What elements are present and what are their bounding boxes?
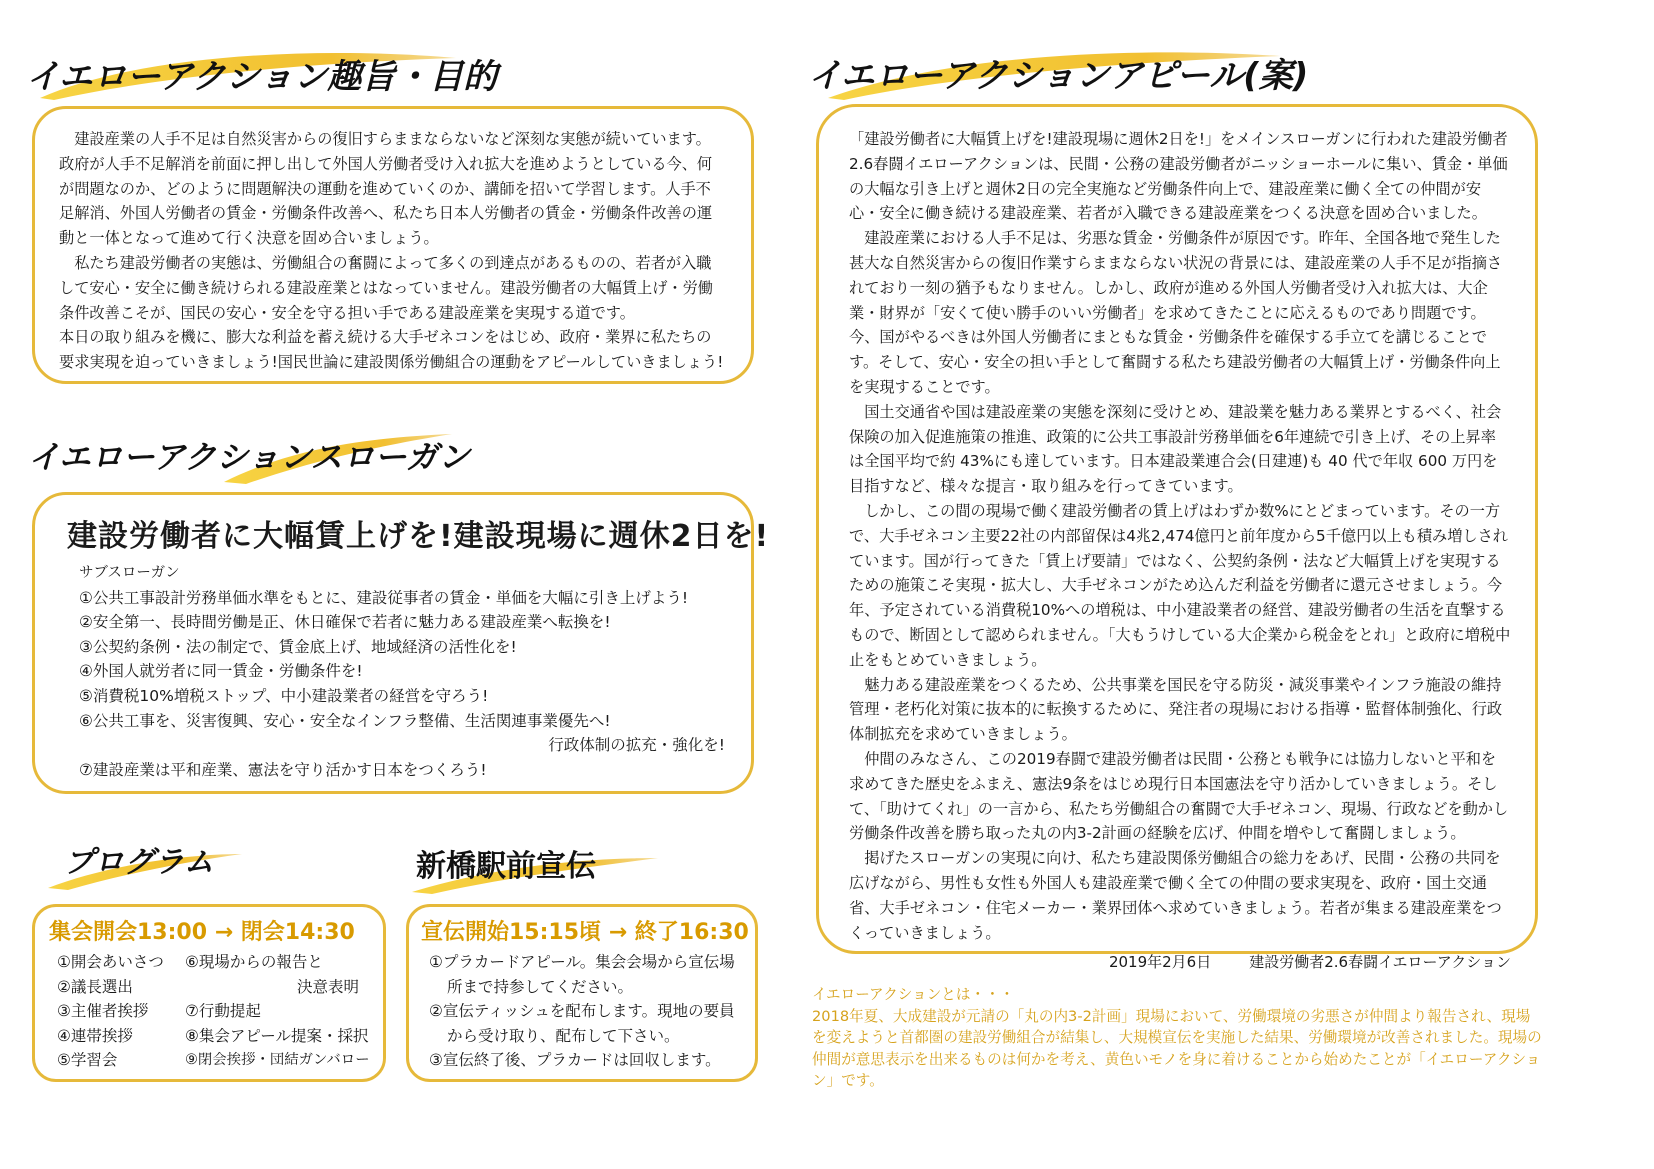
main-slogan: 建設労働者に大幅賃上げを!建設現場に週休2日を! (67, 519, 770, 554)
appeal-date: 2019年2月6日 (1108, 953, 1212, 972)
purpose-paragraph-3: 本日の取り組みを機に、膨大な利益を蓄え続ける大手ゼネコンをはじめ、政府・業界に私たちの要求実現を迫っていきましょう!国民世論に建設関係労働組合の運動をアピールしていきましょう! (59, 328, 724, 372)
program-item: ①開会あいさつ (57, 953, 164, 971)
sub-slogan-item-5: ⑤消費税10%増税ストップ、中小建設業者の経営を守ろう! (79, 686, 489, 705)
sub-slogan-item-4: ④外国人就労者に同一賃金・労働条件を! (79, 662, 363, 681)
program-item: ⑤学習会 (57, 1051, 118, 1070)
appeal-paragraph-3: 国土交通省や国は建設産業の実態を深刻に受けとめ、建設業を魅力ある業界とするべく、社会保険の加入促進施策の推進、政策的に公共工事設計労務単価を6年連続で引き上げ、その上昇率は全国平均で約 43%にも達しています。日本建設業連合会(日建連)も 40 代で年収 600 万円を目指すなど、様々な提言・取り組みを行ってきています。 (849, 402, 1502, 496)
appeal-paragraph-7: 掲げたスローガンの実現に向け、私たち建設関係労働組合の総力をあげ、民間・公務の共同を広げながら、男性も女性も外国人も建設産業で働く全ての仲間の要求実現を、政府・国土交通省、大手ゼネコン・住宅メーカー・業界団体へ求めていきましょう。若者が集まる建設産業をつくっていきましょう。 (849, 849, 1502, 942)
shimbashi-item: ②宣伝ティッシュを配布します。現地の要員 (429, 1002, 735, 1021)
program-item: ⑨閉会挨拶・団結ガンバロー (185, 1052, 370, 1069)
program-item: ⑦行動提起 (185, 1002, 261, 1021)
shimbashi-item: 所まで持参してください。 (447, 977, 634, 996)
program-item: ⑧集会アピール提案・採択 (185, 1026, 369, 1045)
appeal-box (816, 104, 1538, 972)
shimbashi-time: 宣伝開始15:15頃 → 終了16:30 (421, 920, 749, 945)
purpose-box (32, 106, 754, 384)
sub-slogan-item-2: ②安全第一、長時間労働是正、休日確保で若者に魅力ある建設産業へ転換を! (79, 613, 611, 632)
appeal-paragraph-2: 建設産業における人手不足は、劣悪な賃金・労働条件が原因です。昨年、全国各地で発生した甚大な自然災害からの復旧作業すらままならない状況の背景には、建設産業の人手不足が指摘されており一刻の猶予もなりません。しかし、政府が進める外国人労働者受け入れ拡大は、大企業・財界が「安くて使い勝手のいい労働者」を求めてきたことに応えるものであり問題です。今、国がやるべきは外国人労働者にまともな賃金・労働条件を確保する手立てを講じることです。そして、安心・安全の担い手として奮闘する私たち建設労働者の大幅賃上げ・労働条件向上を実現することです。 (849, 229, 1503, 396)
sub-slogan-item-6-continued: 行政体制の拡充・強化を! (548, 736, 725, 755)
program-item: ③主催者挨拶 (57, 1002, 149, 1021)
program-item: ④連帯挨拶 (57, 1026, 133, 1045)
appeal-signature: 建設労働者2.6春闘イエローアクション (1249, 953, 1511, 972)
shimbashi-heading (402, 836, 662, 894)
purpose-heading (20, 40, 498, 100)
appeal-paragraph-1: 「建設労働者に大幅賃上げを!建設現場に週休2日を!」をメインスローガンに行われた建設労働者2.6春闘イエローアクションは、民間・公務の建設労働者がニッショーホールに集い、賃金・単価の大幅な引き上げと週休2日の完全実施など労働条件向上で、建設産業に働く全ての仲間が安心・安全に働き続ける建設産業、若者が入職できる建設産業をつくる決意を固め合いました。 (849, 130, 1508, 223)
appeal-paragraph-4: しかし、この間の現場で働く建設労働者の賃上げはわずか数%にとどまっています。その一方で、大手ゼネコン主要22社の内部留保は4兆2,474億円と前年度から5千億円以上も積み増しされています。国が行ってきた「賃上げ要請」ではなく、公契約条例・法など大幅賃上げを実現するための施策こそ実現・拡大し、大手ゼネコンがため込んだ利益を労働者に還元させましょう。今年、予定されている消費税10%への増税は、中小建設業者の経営、建設労働者の生活を直撃するもので、断固として認められません。「大もうけしている大企業から税金をとれ」と政府に増税中止をもとめていきましょう。 (849, 501, 1511, 669)
slogan-heading (24, 422, 470, 484)
sub-slogan-item-1: ①公共工事設計労務単価水準をもとに、建設従事者の賃金・単価を大幅に引き上げよう! (79, 588, 689, 607)
shimbashi-title: 新橋駅前宣伝 (416, 849, 596, 884)
program-title: プログラム (64, 845, 214, 880)
program-time: 集会開会13:00 → 閉会14:30 (49, 920, 355, 945)
purpose-paragraph-2: 私たち建設労働者の実態は、労働組合の奮闘によって多くの到達点があるものの、若者が入職して安心・安全に働き続けられる建設産業とはなっていません。建設労働者の大幅賃上げ・労働条件改善こそが、国民の安心・安全を守る担い手である建設産業を実現する道です。 (59, 253, 713, 322)
shimbashi-item: ①プラカードアピール。集会会場から宣伝場 (429, 953, 735, 971)
about-section (812, 984, 1542, 1092)
shimbashi-box (406, 904, 758, 1082)
program-item: ⑥現場からの報告と (185, 953, 323, 971)
sub-slogan-item-6: ⑥公共工事を、災害復興、安心・安全なインフラ整備、生活関連事業優先へ! (79, 711, 611, 730)
shimbashi-item: ③宣伝終了後、プラカードは回収します。 (429, 1051, 721, 1070)
program-item: 決意表明 (297, 977, 360, 996)
program-heading (44, 832, 244, 890)
sub-slogan-item-3: ③公契約条例・法の制定で、賃金底上げ、地域経済の活性化を! (79, 637, 517, 656)
about-text: 2018年夏、大成建設が元請の「丸の内3-2計画」現場において、労働環境の劣悪さが仲間より報告され、現場を変えようと首都圏の建設労働組合が結集し、大規模宣伝を実施した結果、労働環境が改善されました。現場の仲間が意思表示を出来るものは何かを考え、黄色いモノを身に着けることから始めたことが「イエローアクション」です。 (812, 1007, 1542, 1089)
appeal-title: イエローアクションアピール(案) (808, 55, 1309, 96)
program-box (32, 904, 386, 1082)
sub-slogan-title: サブスローガン (79, 565, 180, 581)
shimbashi-item: から受け取り、配布して下さい。 (447, 1026, 680, 1045)
purpose-paragraph-1: 建設産業の人手不足は自然災害からの復旧すらままならないなど深刻な実態が続いています。政府が人手不足解消を前面に押し出して外国人労働者受け入れ拡大を進めようとしている今、何が問題なのか、どのように問題解決の運動を進めていくのか、講師を招いて学習します。人手不足解消、外国人労働者の賃金・労働条件改善へ、私たち日本人労働者の賃金・労働条件改善の運動と一体となって進めて行く決意を固め合いましょう。 (59, 130, 713, 248)
appeal-heading (804, 40, 1309, 100)
sub-slogan-item-7: ⑦建設産業は平和産業、憲法を守り活かす日本をつくろう! (79, 760, 487, 779)
appeal-paragraph-6: 仲間のみなさん、この2019春闘で建設労働者は民間・公務とも戦争には協力しないと平和を求めてきた歴史をふまえ、憲法9条をはじめ現行日本国憲法を守り活かしていきましょう。そして、「助けてくれ」の一言から、私たち労働組合の奮闘で大手ゼネコン、現場、行政などを動かし労働条件改善を勝ち取った丸の内3-2計画の経験を広げ、仲間を増やして奮闘しましょう。 (849, 749, 1509, 843)
program-item: ②議長選出 (57, 977, 133, 996)
purpose-title: イエローアクション趣旨・目的 (26, 56, 498, 97)
appeal-paragraph-5: 魅力ある建設産業をつくるため、公共事業を国民を守る防災・減災事業やインフラ施設の維持管理・老朽化対策に抜本的に転換するために、発注者の現場における指導・監督体制強化、行政体制拡充を求めていきましょう。 (849, 675, 1503, 744)
slogan-title: イエローアクションスローガン (28, 438, 470, 476)
slogan-box (32, 492, 770, 794)
about-title: イエローアクションとは・・・ (812, 986, 1015, 1003)
